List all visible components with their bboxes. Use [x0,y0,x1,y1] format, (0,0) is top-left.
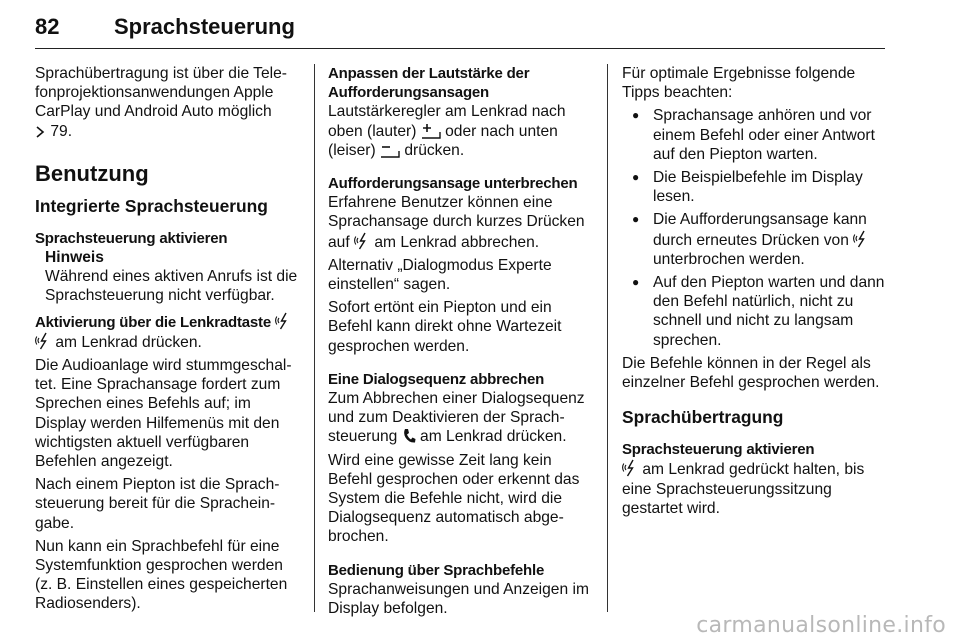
list-item: ● Auf den Piepton warten und dann den Befehl natürlich, nicht zu schnell und nicht zu langsam sprechen. [622,273,888,350]
paragraph-wird: Wird eine gewisse Zeit lang kein Befehl gesprochen oder erkennt das System die Befehle nicht, wird die Dialogsequenz automatisch abgebrochen. [328,451,580,546]
intro-paragraph: Sprachübertragung ist über die Telefonprojektionsanwendungen Apple CarPlay und Android Auto möglich 79. [35,65,287,140]
heading-integrierte-sprachsteuerung: Integrierte Sprachsteuerung [35,195,268,216]
note-box [35,248,299,306]
heading-lautstaerke: Anpassen der Lautstärke der Aufforderungsansagen [328,65,530,102]
watermark: carmanualsonline.info [696,613,946,638]
column-left [35,64,299,618]
reference-arrow-icon [35,125,46,139]
paragraph-abbrechen: Zum Abbrechen einer Dialogsequenz und zum Deaktivieren der Sprachsteuerung am Lenkrad drücken. [328,390,585,446]
heading-benutzung: Benutzung [35,160,149,186]
voice-icon [622,459,638,477]
heading-sprachsteuerung-aktivieren-2: Sprachsteuerung aktivieren [622,441,815,459]
list-item: ● Die Beispielbefehle im Display lesen. [622,168,888,206]
voice-icon [35,332,51,350]
heading-dialogsequenz-abbrechen: Eine Dialogsequenz abbrechen [328,370,545,388]
column-middle [328,64,596,622]
paragraph-audioanlage: Die Audioanlage wird stummgeschaltet. Eine Sprachansage fordert zum Sprechen eines Befehls auf; im Display werden Hilfemenüs mit den wichtigsten aktuell verfügbaren Befehlen angezeigt. [35,357,292,471]
heading-sprachsteuerung-aktivieren: Sprachsteuerung aktivieren [35,229,228,247]
list-item: ● Die Aufforderungsansage kann durch erneutes Drücken von unterbrochen werden. [622,210,888,269]
paragraph-lautstaerke: Lautstärkeregler am Lenkrad nach oben (lauter) oder nach unten (leiser) drücken. [328,103,566,159]
heading-lenkradtaste: Aktivierung über die Lenkradtaste [35,312,299,332]
paragraph-unterbrechen: Erfahrene Benutzer können eine Sprachansage durch kurzes Drücken auf am Lenkrad abbrechen. [328,194,585,251]
paragraph-sofort: Sofort ertönt ein Piepton und ein Befehl kann direkt ohne Wartezeit gesprochen werden. [328,299,562,355]
paragraph-alternativ: Alternativ „Dialogmodus Experte einstellen“ sagen. [328,256,552,294]
column-divider [314,64,315,612]
paragraph-piepton: Nach einem Piepton ist die Sprachsteuerung bereit für die Spracheingabe. [35,476,280,532]
heading-aufforderungsansage-unterbrechen: Aufforderungsansage unterbrechen [328,175,578,193]
list-item: ● Sprachansage anhören und vor einem Befehl oder einer Antwort auf den Piepton warten. [622,106,888,164]
paragraph-befehle: Die Befehle können in der Regel als einzelner Befehl gesprochen werden. [622,354,880,392]
column-right [622,64,888,522]
voice-icon [354,232,370,250]
paragraph-uebertragung: am Lenkrad gedrückt halten, bis eine Sprachsteuerungssitzung gestartet wird. [622,461,865,517]
tips-list [622,106,888,349]
column-divider [607,64,608,612]
note-title: Hinweis [45,249,104,267]
note-text: Während eines aktiven Anrufs ist die Sprachsteuerung nicht verfügbar. [45,268,298,305]
paragraph-bedienung: Sprachanweisungen und Anzeigen im Display befolgen. [328,580,589,618]
volume-down-icon [380,142,400,158]
heading-sprachuebertragung: Sprachübertragung [622,407,784,428]
phone-icon [402,428,416,444]
volume-up-icon [421,123,441,139]
lenkradtaste-text: am Lenkrad drücken. [35,332,299,352]
paragraph-tipps-intro: Für optimale Ergebnisse folgende Tipps beachten: [622,65,856,102]
heading-bedienung: Bedienung über Sprachbefehle [328,561,545,579]
page-title: Sprachsteuerung [114,14,295,39]
voice-icon [853,230,869,248]
voice-icon [275,312,291,330]
page-header [35,0,885,49]
paragraph-sprachbefehl: Nun kann ein Sprachbefehl für eine Systemfunktion gesprochen werden (z. B. Einstellen eines gespeicherten Radiosenders). [35,537,288,613]
page-number: 82 [35,14,60,39]
